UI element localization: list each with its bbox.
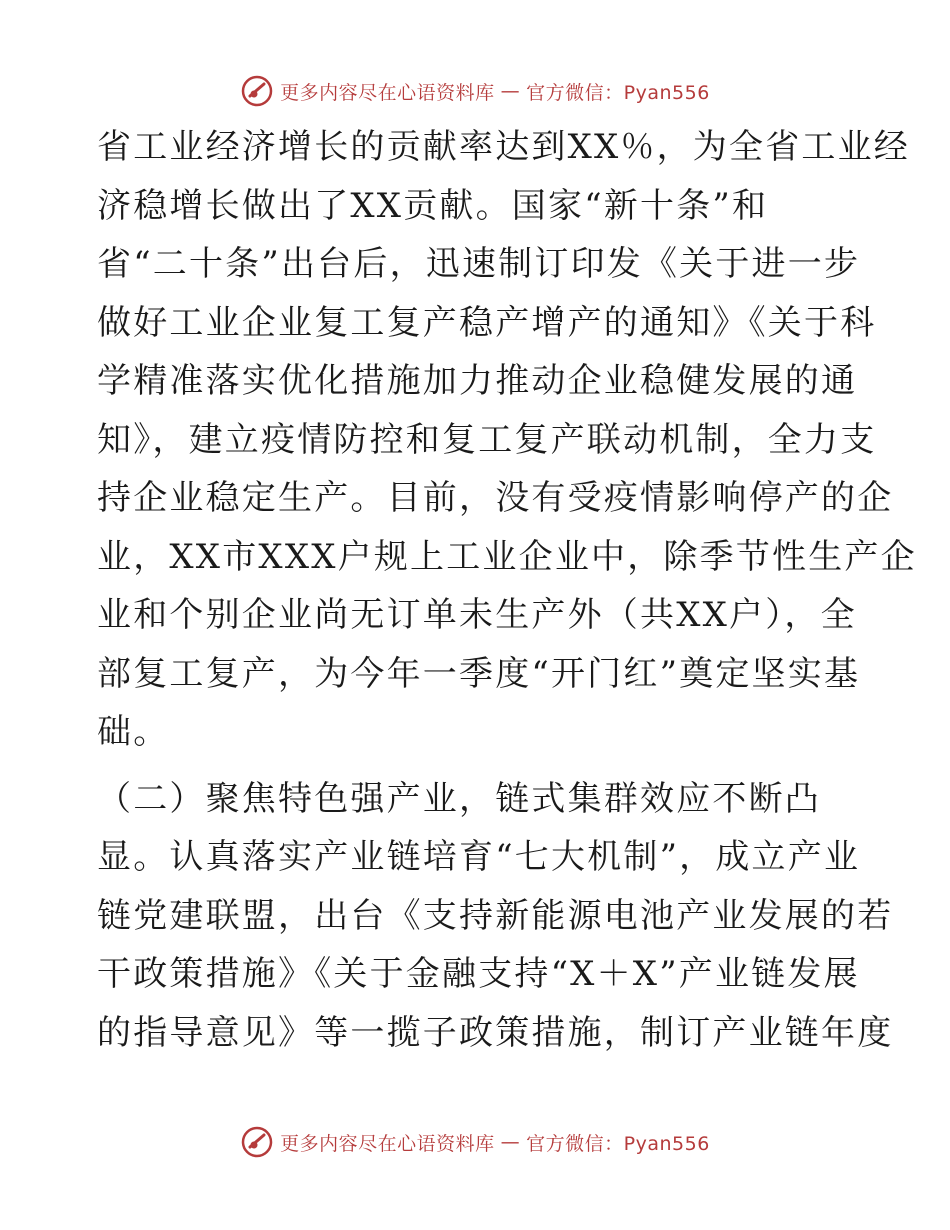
watermark-separator: — [500, 80, 521, 102]
paragraph-2 [97, 770, 894, 1063]
text-line: 做好工业企业复工复产稳产增产的通知》《关于科 [97, 302, 877, 343]
text-line: 持企业稳定生产。目前，没有受疫情影响停产的企 [97, 478, 894, 518]
document-body [97, 118, 917, 1062]
brand-logo-icon [240, 1125, 274, 1159]
header-watermark [0, 74, 950, 108]
text-line: 业，XX市XXX户规上工业企业中，除季节性生产企 [97, 536, 917, 577]
text-line: 知》，建立疫情防控和复工复产联动机制，全力支 [97, 419, 877, 460]
watermark-main-text: 更多内容尽在心语资料库 [280, 81, 495, 104]
text-line: 业和个别企业尚无订单未生产外（共XX户），全 [97, 595, 857, 635]
footer-watermark [0, 1125, 950, 1159]
text-line: 础。 [97, 712, 170, 752]
text-line: 的指导意见》等一揽子政策措施，制订产业链年度 [97, 1012, 894, 1053]
text-line: 部复工复产，为今年一季度“开门红”奠定坚实基 [97, 653, 861, 694]
watermark-main-text: 更多内容尽在心语资料库 [280, 1132, 495, 1155]
paragraph-1 [97, 118, 917, 762]
text-line: 济稳增长做出了XX贡献。国家“新十条”和 [97, 185, 769, 226]
text-line: 干政策措施》《关于金融支持“X＋X”产业链发展 [97, 954, 860, 994]
text-line: 省“二十条”出台后，迅速制订印发《关于进一步 [97, 244, 861, 284]
text-line: 链党建联盟，出台《支持新能源电池产业发展的若 [97, 895, 894, 936]
text-line: 显。认真落实产业链培育“七大机制”，成立产业 [97, 837, 861, 877]
brand-logo-icon [240, 74, 274, 108]
watermark-separator: — [500, 1131, 521, 1153]
text-line: 学精准落实优化措施加力推动企业稳健发展的通 [97, 361, 858, 401]
watermark-wechat-text: 官方微信：Pyan556 [526, 81, 710, 104]
text-line: 省工业经济增长的贡献率达到XX％，为全省工业经 [97, 127, 911, 167]
watermark-wechat-text: 官方微信：Pyan556 [526, 1132, 710, 1155]
section-heading-line: （二）聚焦特色强产业，链式集群效应不断凸 [97, 778, 821, 819]
